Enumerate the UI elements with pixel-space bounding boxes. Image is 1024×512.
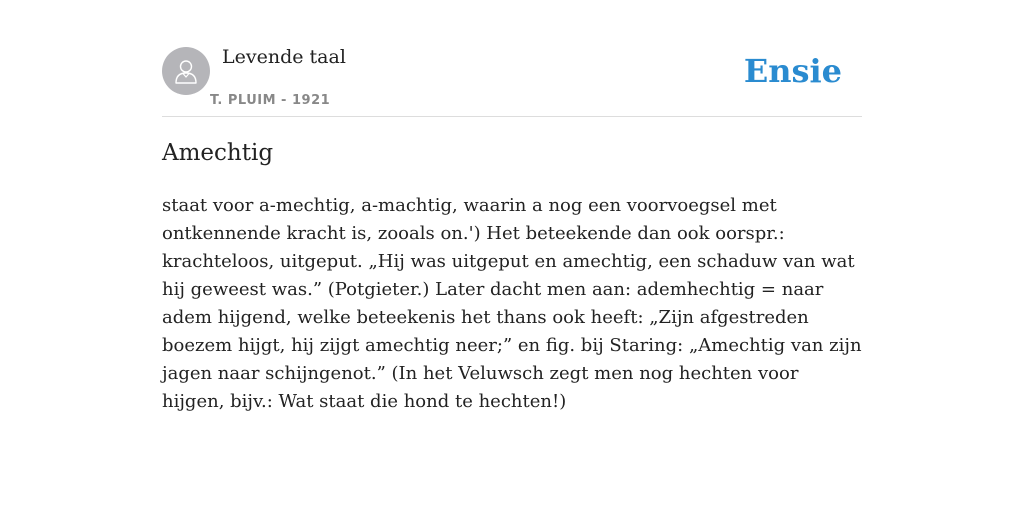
author-byline: T. PLUIM - 1921 <box>210 93 331 108</box>
source-header <box>162 0 862 117</box>
source-title[interactable]: Levende taal <box>222 46 346 68</box>
entry-title: Amechtig <box>162 140 274 166</box>
page-container <box>162 0 862 412</box>
avatar[interactable] <box>162 47 210 95</box>
entry-body: staat voor a-mechtig, a-machtig, waarin a nog een voorvoegsel met ontkennende kracht is, zooals on.') Het beteekende dan ook oorspr.: krachteloos, uitgeput. „Hij was uitgeput en amechtig, een schaduw van wat hij geweest was.” (Potgieter.) Later dacht men aan: ademhechtig = naar adem hijgend, welke beteekenis het thans ook heeft: „Zijn afgestreden boezem hijgt, hij zijgt amechtig neer;” en fig. bij Staring: „Amechtig van zijn jagen naar schijngenot.” (In het Veluwsch zegt men nog hechten voor hijgen, bijv.: Wat staat die hond te hechten!) <box>162 195 862 412</box>
ensie-logo[interactable]: Ensie <box>743 52 842 90</box>
user-silhouette-icon <box>171 56 201 86</box>
